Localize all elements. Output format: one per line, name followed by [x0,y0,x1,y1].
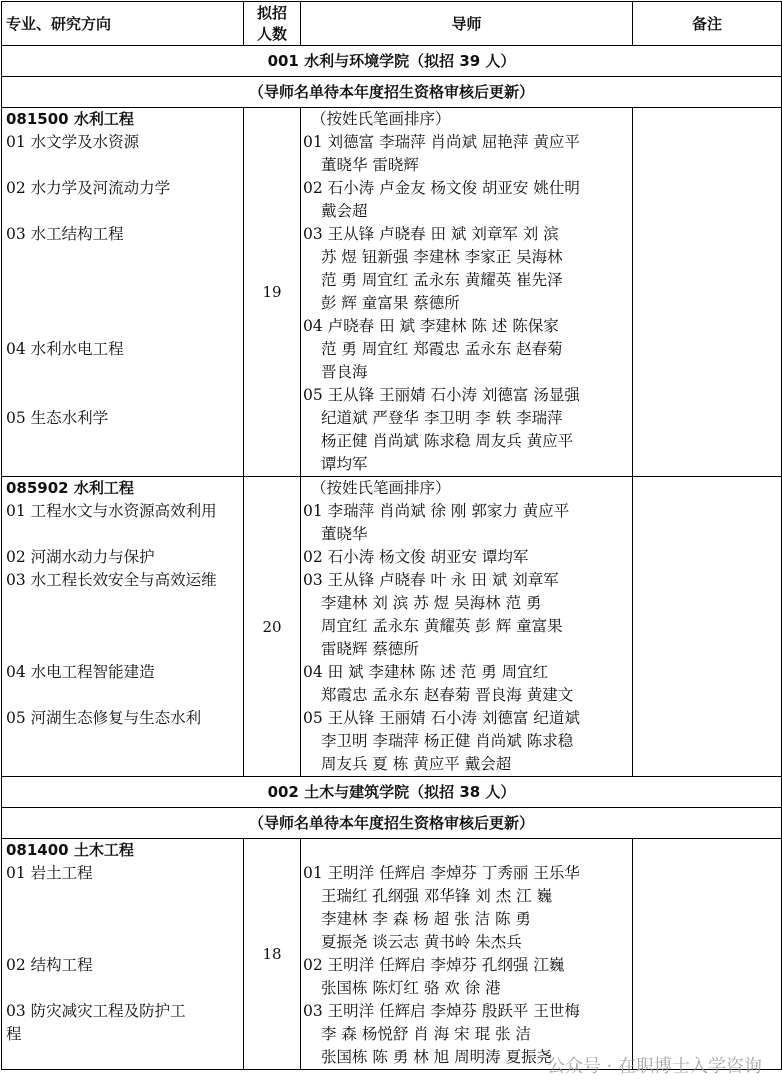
major-row [2,839,782,1070]
major-name: 085902 水利工程 [6,479,134,497]
advisors-cell [301,839,633,1070]
quota-cell: 20 [244,477,301,777]
direction-item: 03 水工程长效安全与高效运维 [6,571,217,589]
advisor-line: 周友兵 夏 栋 黄应平 戴会超 [321,755,512,773]
advisor-line: 01 李瑞萍 肖尚斌 徐 刚 郭家力 黄应平 [303,502,570,520]
advisor-group [303,862,632,954]
school-subtitle-row [2,808,782,839]
advisor-group [303,315,632,384]
advisor-line: 戴会超 [321,202,368,220]
admissions-table [1,1,782,1070]
advisor-line: 晋良海 [321,363,368,381]
advisor-group [303,384,632,476]
school-title: 002 土木与建筑学院（拟招 38 人） [2,777,782,808]
advisor-line: 王瑞红 孔纲强 邓华锋 刘 杰 江 巍 [321,887,553,905]
school-subtitle: （导师名单待本年度招生资格审核后更新） [2,808,782,839]
advisor-line: 02 石小涛 卢金友 杨文俊 胡亚安 姚仕明 [303,179,580,197]
advisor-line: 03 王从锋 卢晓春 田 斌 刘章军 刘 滨 [303,225,559,243]
advisor-group [303,661,632,707]
remarks-cell [633,477,782,777]
direction-item: 05 生态水利学 [6,409,109,427]
advisor-line: 夏振尧 谈云志 黄书岭 朱杰兵 [321,933,522,951]
direction-item: 03 水工结构工程 [6,225,124,243]
advisor-group [303,707,632,776]
sort-note-spacer [303,839,632,862]
advisor-line: 04 田 斌 李建林 陈 述 范 勇 周宜红 [303,663,549,681]
advisor-group [303,500,632,546]
direction-item: 01 工程水文与水资源高效利用 [6,502,217,520]
major-row [2,477,782,777]
direction-item: 02 水力学及河流动力学 [6,179,171,197]
advisor-group [303,569,632,661]
major-name: 081400 土木工程 [6,841,134,859]
quota-cell: 19 [244,108,301,477]
advisor-line: 彭 辉 童富果 蔡德所 [321,294,460,312]
major-cell [2,108,244,477]
advisor-line: 03 王从锋 卢晓春 叶 永 田 斌 刘章军 [303,571,559,589]
header-quota-line1: 拟招 [256,3,287,22]
header-advisors: 导师 [301,2,633,46]
school-title: 001 水利与环境学院（拟招 39 人） [2,46,782,77]
direction-item: 01 水文学及水资源 [6,133,140,151]
advisor-line: 李建林 刘 滨 苏 煜 吴海林 范 勇 [321,594,542,612]
header-quota-line2: 人数 [256,24,287,43]
advisor-line: 李 森 杨悦舒 肖 海 宋 琨 张 洁 [321,1025,531,1043]
sort-note: （按姓氏笔画排序） [311,479,451,497]
advisor-line: 纪道斌 严登华 李卫明 李 轶 李瑞萍 [321,409,563,427]
remarks-cell [633,839,782,1070]
header-remarks: 备注 [633,2,782,46]
sort-note: （按姓氏笔画排序） [311,110,451,128]
direction-item: 05 河湖生态修复与生态水利 [6,709,202,727]
advisor-group [303,223,632,315]
advisor-line: 杨正健 肖尚斌 陈求稳 周友兵 黄应平 [321,432,574,450]
header-quota [244,2,301,46]
direction-item: 01 岩土工程 [6,864,93,882]
direction-item: 04 水电工程智能建造 [6,663,155,681]
advisor-group [303,131,632,177]
advisor-group [303,546,632,569]
advisor-line: 02 王明洋 任辉启 李焯芬 孔纲强 江巍 [303,956,565,974]
school-subtitle: （导师名单待本年度招生资格审核后更新） [2,77,782,108]
direction-item: 02 河湖水动力与保护 [6,548,155,566]
table-header-row [2,2,782,46]
advisor-line: 02 石小涛 杨文俊 胡亚安 谭均军 [303,548,529,566]
header-major: 专业、研究方向 [2,2,244,46]
major-row [2,108,782,477]
advisor-line: 李建林 李 森 杨 超 张 洁 陈 勇 [321,910,531,928]
advisor-line: 苏 煜 钮新强 李建林 李家正 吴海林 [321,248,563,266]
quota-cell: 18 [244,839,301,1070]
direction-item: 03 防灾减灾工程及防护工 程 [6,1002,186,1043]
school-title-row [2,46,782,77]
school-title-row [2,777,782,808]
major-name: 081500 水利工程 [6,110,134,128]
advisor-line: 范 勇 周宜红 郑霞忠 孟永东 赵春菊 [321,340,563,358]
direction-item: 04 水利水电工程 [6,340,124,358]
advisor-line: 周宜红 孟永东 黄耀英 彭 辉 童富果 [321,617,563,635]
advisor-line: 04 卢晓春 田 斌 李建林 陈 述 陈保家 [303,317,559,335]
watermark-text: 公众号 · 在职博士入学咨询 [546,1056,762,1077]
advisor-line: 郑霞忠 孟永东 赵春菊 晋良海 黄建文 [321,686,574,704]
advisor-line: 张国栋 陈灯红 骆 欢 徐 港 [321,979,501,997]
advisor-line: 谭均军 [321,455,368,473]
advisor-group [303,954,632,1000]
remarks-cell [633,108,782,477]
advisor-line: 范 勇 周宜红 孟永东 黄耀英 崔先泽 [321,271,563,289]
advisors-cell [301,477,633,777]
advisor-line: 李卫明 李瑞萍 杨正健 肖尚斌 陈求稳 [321,732,574,750]
advisors-cell [301,108,633,477]
school-subtitle-row [2,77,782,108]
advisor-line: 05 王从锋 王丽婧 石小涛 刘德富 汤显强 [303,386,580,404]
advisor-line: 雷晓辉 蔡德所 [321,640,419,658]
advisor-line: 03 王明洋 任辉启 李焯芬 殷跃平 王世梅 [303,1002,580,1020]
direction-item: 02 结构工程 [6,956,93,974]
major-cell [2,839,244,1070]
advisor-line: 张国栋 陈 勇 林 旭 周明涛 夏振尧 [321,1048,553,1066]
advisor-line: 05 王从锋 王丽婧 石小涛 刘德富 纪道斌 [303,709,580,727]
advisor-line: 董晓华 [321,525,368,543]
advisor-line: 董晓华 雷晓辉 [321,156,419,174]
advisor-line: 01 刘德富 李瑞萍 肖尚斌 屈艳萍 黄应平 [303,133,580,151]
advisor-group [303,177,632,223]
advisor-line: 01 王明洋 任辉启 李焯芬 丁秀丽 王乐华 [303,864,580,882]
major-cell [2,477,244,777]
